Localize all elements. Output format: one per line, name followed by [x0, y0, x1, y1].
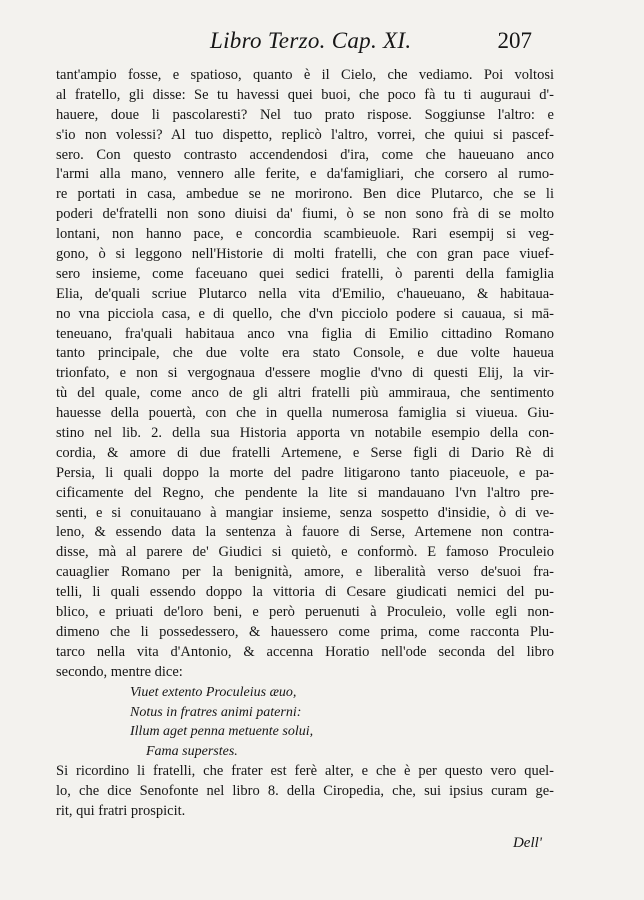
page-number: 207	[497, 28, 532, 53]
running-header	[0, 24, 644, 60]
text-line: tù del quale, come anco de gli altri fratelli più ammiraua, che sentimento	[56, 385, 554, 402]
text-line: stino nel lib. 2. della sua Historia apporta vn notabile esempio della con-	[56, 425, 554, 442]
text-line: tanto principale, che due volte era stato Console, e due volte haueua	[56, 345, 554, 362]
text-line: sero insieme, come faceuano quei sedici fratelli, ò parenti della famiglia	[56, 265, 554, 282]
text-line: lo, che dice Senofonte nel libro 8. della Ciropedia, che, sui ipsius curam ge-	[56, 783, 554, 800]
text-line: disse, mà al parere de' Giudici si quietò, e conformò. E famoso Proculeio	[56, 544, 554, 561]
verse-line: Notus in fratres animi paterni:	[130, 704, 302, 720]
verse-line: Viuet extento Proculeius æuo,	[130, 684, 297, 700]
text-line: Persia, li quali doppo la morte del padre litigarono tanto piaceuole, e pa-	[56, 464, 554, 481]
catchword: Dell'	[512, 835, 542, 851]
text-line: hauere, doue li pascolaresti? Nel tuo prato rispose. Soggiunse l'altro: e	[56, 106, 554, 123]
text-line: Si ricordino li fratelli, che frater est ferè alter, e che è per questo vero quel-	[56, 763, 554, 780]
text-line: hauesse della pouertà, con che in quella numerosa famiglia si viueua. Giu-	[56, 405, 554, 422]
text-line: cificamente del Regno, che pendente la lite si mandauano l'vn l'altro pre-	[56, 484, 554, 501]
text-line: lontani, non hanno pace, e concordia scambieuole. Rari esempij si veg-	[56, 226, 554, 243]
text-line: re portati in casa, ambedue se ne morirono. Ben dice Plutarco, che se li	[56, 186, 554, 203]
main-text	[56, 66, 554, 822]
text-line: cauaglier Romano per la benignità, amore, e liberalità verso de'suoi fra-	[56, 564, 554, 581]
text-line: poderi de'fratelli non sono diuisi da' fiumi, ò se non sono frà di se molto	[56, 206, 554, 223]
text-line: rit, qui fratri prospicit.	[56, 802, 186, 819]
text-line: telli, li quali essendo doppo la vittoria di Cesare giudicati nemici del pu-	[56, 584, 554, 601]
latin-verse-quote	[56, 683, 554, 763]
text-line: dimeno che li possedessero, & hauessero come prima, come racconta Plu-	[56, 623, 554, 640]
text-line: s'io non volessi? Al tuo dispetto, replicò l'altro, vorrei, che quiui si pascef-	[56, 126, 554, 143]
text-line: senti, e si conuitauano à mangiar insieme, senza sospetto d'insidie, ò di ve-	[56, 504, 554, 521]
text-line: sero. Con questo contrasto accendendosi d'ira, come che haueuano anco	[56, 146, 554, 163]
text-line: blico, e priuati de'loro beni, e però peruenuti à Proculeio, volle egli non-	[56, 604, 554, 621]
verse-line: Illum aget penna metuente solui,	[130, 724, 314, 740]
text-line: l'armi alla mano, vennero alle ferite, e da'famigliari, che corsero al rumo-	[56, 166, 554, 183]
text-line: teneuano, fra'quali habitaua anco vna figlia di Emilio cittadino Romano	[56, 325, 554, 342]
text-line: gono, ò si leggono nell'Historie di molti fratelli, che con gran pace viuef-	[56, 246, 554, 263]
text-line: al fratello, gli disse: Se tu havessi quei buoi, che poco fà tu ti auguraui d'-	[56, 86, 554, 103]
text-line: cordia, & amore di due fratelli Artemene, e Serse figli di Dario Rè di	[56, 444, 554, 461]
verse-line: Fama superstes.	[146, 744, 238, 760]
running-title: Libro Terzo. Cap. XI.	[210, 28, 412, 53]
text-line: no vna picciola casa, e di quello, che d'vn picciolo podere si cauaua, si mā-	[56, 305, 554, 322]
text-line: leno, & essendo data la sentenza à fauore di Serse, Artemene non contra-	[56, 524, 554, 541]
text-line: tarco nella vita d'Antonio, & accenna Horatio nell'ode seconda del libro	[56, 643, 554, 660]
text-line: secondo, mentre dice:	[56, 663, 183, 680]
text-line: Elia, de'quali scriue Plutarco nella vita d'Emilio, c'haueuano, & habitaua-	[56, 285, 554, 302]
text-line: trionfato, e non si vergognaua d'essere moglie d'vno di questi Elij, la vir-	[56, 365, 554, 382]
text-line: tant'ampio fosse, e spatioso, quanto è il Cielo, che vediamo. Poi voltosi	[56, 67, 554, 83]
